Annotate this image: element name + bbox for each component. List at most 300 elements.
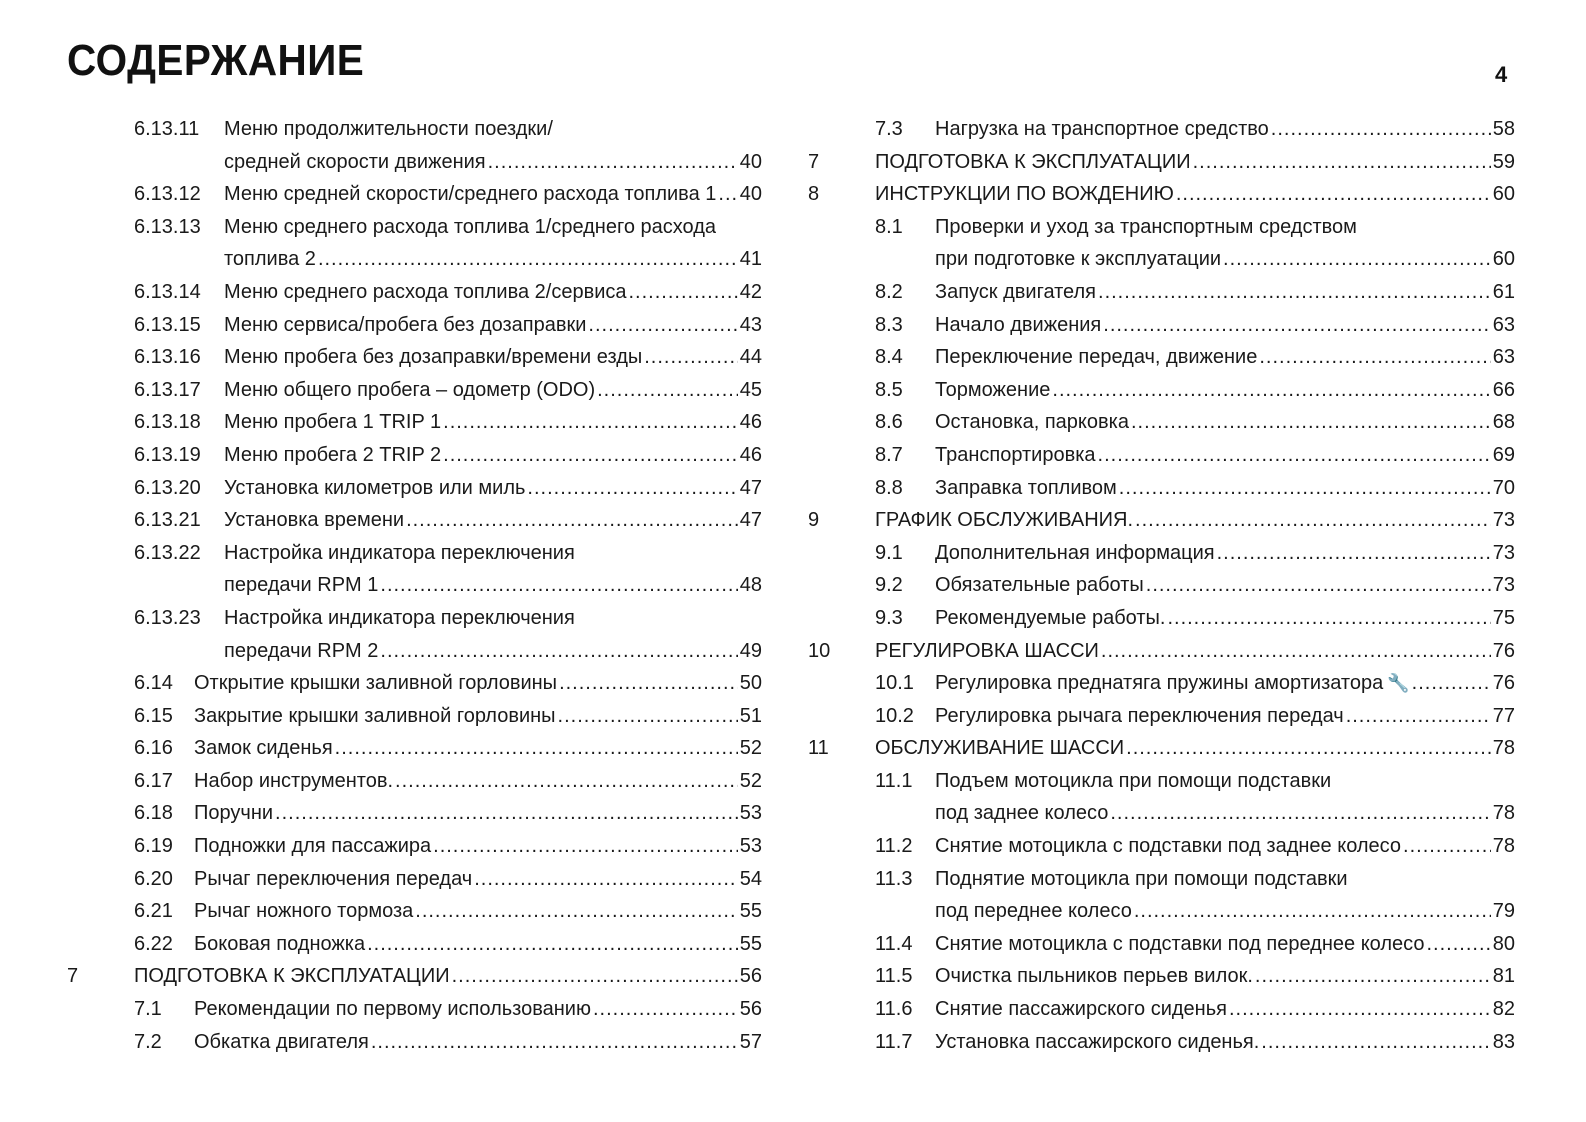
toc-entry-title: Меню пробега 2 TRIP 2 — [224, 443, 442, 466]
toc-entry[interactable] — [808, 406, 1515, 439]
toc-entry-page: 41 — [739, 248, 762, 271]
toc-entry[interactable] — [67, 1026, 762, 1059]
toc-entry-title: Переключение передач, движение — [935, 346, 1258, 369]
dot-leader — [1255, 960, 1491, 993]
toc-entry-number: 6.20 — [134, 867, 173, 890]
toc-entry[interactable] — [808, 309, 1515, 342]
toc-entry-page: 78 — [1492, 737, 1515, 760]
toc-entry-title: РЕГУЛИРОВКА ШАССИ — [875, 639, 1099, 662]
dot-leader — [1261, 1026, 1490, 1059]
toc-entry-title: ГРАФИК ОБСЛУЖИВАНИЯ. — [875, 509, 1134, 532]
toc-entry-title: Начало движения — [935, 313, 1102, 336]
dot-leader — [1126, 732, 1491, 765]
page-title: СОДЕРЖАНИЕ — [67, 36, 365, 85]
toc-entry-title: Подъем мотоцикла при помощи подставки — [935, 769, 1332, 792]
toc-entry[interactable] — [67, 472, 762, 505]
dot-leader — [380, 635, 737, 668]
toc-entry-line — [67, 504, 762, 537]
dot-leader — [1403, 830, 1491, 863]
toc-entry-number: 6.18 — [134, 802, 173, 825]
toc-entry-number: 6.22 — [134, 932, 173, 955]
toc-entry-title: Установка пассажирского сиденья. — [935, 1030, 1260, 1053]
toc-entry-title: Регулировка рычага переключения передач — [935, 704, 1344, 727]
toc-entry-line — [808, 211, 1515, 244]
dot-leader — [597, 374, 738, 407]
toc-entry-number: 8.5 — [875, 378, 903, 401]
toc-entry-title: Боковая подножка — [194, 932, 366, 955]
toc-entry-title: Меню пробега 1 TRIP 1 — [224, 411, 442, 434]
toc-entry-page: 75 — [1492, 606, 1515, 629]
dot-leader — [1259, 341, 1490, 374]
dot-leader — [1052, 374, 1490, 407]
toc-entry-number: 6.13.20 — [134, 476, 201, 499]
toc-entry-line — [67, 309, 762, 342]
toc-entry[interactable] — [808, 602, 1515, 635]
dot-leader — [367, 928, 738, 961]
toc-entry-number: 6.13.14 — [134, 280, 201, 303]
toc-entry-line — [808, 928, 1515, 961]
dot-leader — [474, 863, 738, 896]
toc-entry-page: 70 — [1492, 476, 1515, 499]
toc-entry-page: 56 — [739, 998, 762, 1021]
toc-entry-number: 7.2 — [134, 1030, 162, 1053]
toc-entry-page: 73 — [1492, 541, 1515, 564]
toc-entry-title: Открытие крышки заливной горловины — [194, 672, 558, 695]
toc-entry-title: Нагрузка на транспортное средство — [935, 118, 1269, 140]
toc-entry-title: Меню сервиса/пробега без дозаправки — [224, 313, 587, 336]
toc-entry-page: 49 — [739, 639, 762, 662]
dot-leader — [1098, 439, 1491, 472]
toc-right-column — [808, 113, 1515, 1058]
toc-entry-page: 76 — [1492, 672, 1515, 695]
toc-entry-line — [67, 472, 762, 505]
toc-entry-page: 60 — [1492, 183, 1515, 206]
dot-leader — [371, 1026, 738, 1059]
dot-leader — [1167, 602, 1490, 635]
toc-entry-title: Остановка, парковка — [935, 411, 1129, 434]
toc-entry-title: Установка километров или миль — [224, 476, 526, 499]
toc-entry[interactable] — [67, 765, 762, 798]
toc-entry-number: 9 — [808, 509, 820, 532]
toc-entry-number: 11.5 — [875, 965, 913, 988]
toc-entry-line — [808, 472, 1515, 505]
toc-entry-line — [808, 309, 1515, 342]
toc-entry-page: 52 — [739, 769, 762, 792]
dot-leader — [593, 993, 738, 1026]
toc-entry[interactable] — [808, 765, 1515, 830]
toc-entry-page: 82 — [1492, 998, 1515, 1021]
toc-entry-line — [808, 537, 1515, 570]
toc-entry-number: 11.2 — [875, 835, 913, 858]
toc-entry-line — [67, 211, 762, 244]
toc-entry[interactable] — [67, 700, 762, 733]
toc-entry-page: 73 — [1492, 509, 1515, 532]
toc-entry-line — [808, 635, 1515, 668]
toc-entry-title: Снятие мотоцикла с подставки под переднее колесо — [935, 932, 1425, 955]
toc-entry[interactable] — [67, 439, 762, 472]
toc-entry-page: 46 — [739, 411, 762, 434]
toc-entry-line — [808, 830, 1515, 863]
toc-entry-line — [67, 113, 762, 146]
dot-leader — [1134, 895, 1491, 928]
dot-leader — [318, 243, 738, 276]
toc-entry-line — [808, 993, 1515, 1026]
toc-entry-number: 6.13.19 — [134, 443, 201, 466]
toc-entry-title: топлива 2 — [224, 248, 316, 271]
toc-entry[interactable] — [808, 211, 1515, 276]
toc-entry-page: 46 — [739, 443, 762, 466]
toc-entry-page: 48 — [739, 574, 762, 597]
toc-entry[interactable] — [67, 341, 762, 374]
toc-entry-line — [808, 700, 1515, 733]
toc-entry-number: 10 — [808, 639, 831, 662]
toc-entry-number: 8.7 — [875, 443, 903, 466]
dot-leader — [1217, 537, 1491, 570]
toc-entry[interactable] — [67, 504, 762, 537]
dot-leader — [1131, 406, 1491, 439]
toc-entry-line — [808, 406, 1515, 439]
toc-entry-line — [67, 439, 762, 472]
toc-entry[interactable] — [67, 374, 762, 407]
dot-leader — [1146, 569, 1491, 602]
dot-leader — [1346, 700, 1491, 733]
toc-entry[interactable] — [67, 113, 762, 178]
toc-entry[interactable] — [67, 309, 762, 342]
toc-entry-number: 8.4 — [875, 346, 903, 369]
toc-entry-line — [67, 830, 762, 863]
toc-entry-title: передачи RPM 2 — [224, 639, 379, 662]
toc-entry[interactable] — [808, 667, 1515, 700]
toc-entry-page: 73 — [1492, 574, 1515, 597]
toc-entry[interactable] — [808, 537, 1515, 570]
toc-entry-number: 11.7 — [875, 1030, 913, 1053]
toc-entry-title: под переднее колесо — [935, 900, 1132, 923]
dot-leader — [335, 732, 738, 765]
toc-entry-line — [808, 439, 1515, 472]
toc-entry-line — [808, 863, 1515, 896]
dot-leader — [380, 569, 737, 602]
toc-entry-line — [67, 797, 762, 830]
toc-entry-line — [808, 341, 1515, 374]
toc-entry-number: 6.13.22 — [134, 541, 201, 564]
toc-entry-number: 6.13.11 — [134, 118, 200, 140]
toc-entry-title: Проверки и уход за транспортным средством — [935, 215, 1357, 238]
toc-entry-title: Настройка индикатора переключения — [224, 606, 575, 629]
toc-entry[interactable] — [67, 602, 762, 667]
toc-entry-title: Замок сиденья — [194, 737, 333, 760]
toc-entry-number: 6.21 — [134, 900, 173, 923]
toc-entry-line — [808, 374, 1515, 407]
toc-entry-line — [808, 1026, 1515, 1059]
toc-entry[interactable] — [67, 895, 762, 928]
toc-entry-number: 6.13.13 — [134, 215, 201, 238]
toc-entry-number: 6.13.17 — [134, 378, 201, 401]
toc-entry-title: передачи RPM 1 — [224, 574, 379, 597]
dot-leader — [406, 504, 738, 537]
dot-leader — [1193, 146, 1491, 179]
toc-entry-title: Дополнительная информация — [935, 541, 1215, 564]
toc-entry[interactable] — [67, 537, 762, 602]
toc-entry-line — [67, 700, 762, 733]
toc-entry-line — [67, 537, 762, 570]
toc-entry[interactable] — [808, 374, 1515, 407]
toc-entry-title: ПОДГОТОВКА К ЭКСПЛУАТАЦИИ — [134, 965, 450, 988]
toc-entry-line — [67, 765, 762, 798]
toc-entry-number: 6.15 — [134, 704, 173, 727]
toc-entry-page: 61 — [1492, 280, 1515, 303]
toc-entry-title: Подножки для пассажира — [194, 835, 432, 858]
dot-leader — [1135, 504, 1491, 537]
toc-entry-page: 81 — [1492, 965, 1515, 988]
toc-left-column — [67, 113, 762, 1058]
dot-leader — [1412, 667, 1491, 700]
toc-entry-page: 79 — [1492, 900, 1515, 923]
toc-entry-page: 83 — [1492, 1030, 1515, 1053]
toc-entry-number: 7 — [808, 150, 820, 173]
toc-entry-line — [67, 243, 762, 276]
toc-entry-line — [808, 276, 1515, 309]
toc-entry[interactable] — [67, 797, 762, 830]
toc-entry-line — [67, 569, 762, 602]
toc-entry-page: 40 — [739, 150, 762, 173]
dot-leader — [558, 700, 738, 733]
toc-entry-page: 63 — [1492, 346, 1515, 369]
toc-entry-title: Обкатка двигателя — [194, 1030, 369, 1053]
toc-entry[interactable] — [808, 700, 1515, 733]
toc-entry-page: 55 — [739, 932, 762, 955]
toc-entry-number: 10.1 — [875, 672, 914, 695]
toc-entry-line — [808, 667, 1515, 700]
toc-entry-number: 11.3 — [875, 867, 913, 890]
toc-entry-number: 7.3 — [875, 118, 903, 140]
toc-entry-number: 6.14 — [134, 672, 173, 695]
toc-entry-page: 45 — [739, 378, 762, 401]
toc-entry-line — [67, 732, 762, 765]
toc-entry-page: 51 — [739, 704, 762, 727]
toc-entry-title: Поднятие мотоцикла при помощи подставки — [935, 867, 1348, 890]
toc-entry-number: 11.6 — [875, 998, 913, 1021]
toc-entry-line — [67, 406, 762, 439]
toc-entry-number: 6.16 — [134, 737, 173, 760]
toc-entry[interactable] — [67, 732, 762, 765]
dot-leader — [629, 276, 738, 309]
toc-entry[interactable] — [808, 341, 1515, 374]
toc-entry-title: Меню пробега без дозаправки/времени езды — [224, 346, 643, 369]
toc-entry[interactable] — [808, 830, 1515, 863]
toc-entry[interactable] — [808, 635, 1515, 668]
toc-entry-page: 50 — [739, 672, 762, 695]
toc-entry-line — [808, 243, 1515, 276]
toc-entry-number: 8.2 — [875, 280, 903, 303]
toc-entry-title: Торможение — [935, 378, 1051, 401]
toc-entry[interactable] — [67, 276, 762, 309]
toc-entry-number: 6.13.23 — [134, 606, 201, 629]
dot-leader — [488, 146, 738, 179]
toc-entry[interactable] — [67, 993, 762, 1026]
toc-entry-title: Меню средней скорости/среднего расхода топлива 1 — [224, 183, 717, 206]
toc-entry-line — [67, 178, 762, 211]
dot-leader — [1229, 993, 1491, 1026]
dot-leader — [718, 178, 737, 211]
toc-entry-title: Обязательные работы — [935, 574, 1144, 597]
toc-entry-page: 56 — [739, 965, 762, 988]
dot-leader — [443, 439, 738, 472]
toc-entry-line — [67, 993, 762, 1026]
toc-entry-title: Снятие пассажирского сиденья — [935, 998, 1227, 1021]
toc-entry-number: 7.1 — [134, 998, 162, 1021]
dot-leader — [644, 341, 738, 374]
toc-entry-number: 8.8 — [875, 476, 903, 499]
toc-entry-title: Настройка индикатора переключения — [224, 541, 575, 564]
toc-entry[interactable] — [67, 928, 762, 961]
toc-entry-title: Закрытие крышки заливной горловины — [194, 704, 556, 727]
toc-entry-line — [67, 928, 762, 961]
toc-entry-page: 47 — [739, 476, 762, 499]
toc-entry-title: Меню среднего расхода топлива 1/среднего расхода — [224, 215, 717, 238]
toc-entry[interactable] — [808, 993, 1515, 1026]
toc-entry-title: Очистка пыльников перьев вилок. — [935, 965, 1253, 988]
dot-leader — [275, 797, 738, 830]
toc-entry[interactable] — [67, 178, 762, 211]
toc-entry[interactable] — [67, 406, 762, 439]
toc-entry-page: 44 — [739, 346, 762, 369]
toc-entry[interactable] — [808, 178, 1515, 211]
toc-entry-number: 8.6 — [875, 411, 903, 434]
toc-entry-page: 57 — [739, 1030, 762, 1053]
toc-entry-number: 8.3 — [875, 313, 903, 336]
toc-entry-number: 6.13.15 — [134, 313, 201, 336]
dot-leader — [443, 406, 738, 439]
toc-entry-number: 8.1 — [875, 215, 903, 238]
toc-entry-number: 11 — [808, 737, 829, 760]
toc-entry-number: 9.3 — [875, 606, 903, 629]
toc-entry-page: 52 — [739, 737, 762, 760]
toc-entry-title: ОБСЛУЖИВАНИЕ ШАССИ — [875, 737, 1125, 760]
toc-entry-title: Набор инструментов. — [194, 769, 394, 792]
toc-entry[interactable] — [67, 830, 762, 863]
toc-entry-line — [808, 146, 1515, 179]
toc-entry-page: 53 — [739, 835, 762, 858]
toc-entry-title: под заднее колесо — [935, 802, 1109, 825]
toc-entry-title: Заправка топливом — [935, 476, 1117, 499]
toc-entry-page: 63 — [1492, 313, 1515, 336]
toc-entry-page: 40 — [739, 183, 762, 206]
toc-entry[interactable] — [808, 960, 1515, 993]
toc-entry[interactable] — [808, 863, 1515, 928]
toc-entry[interactable] — [808, 113, 1515, 146]
toc-entry-page: 54 — [739, 867, 762, 890]
toc-entry-number: 6.13.12 — [134, 183, 201, 206]
toc-entry-title: Поручни — [194, 802, 274, 825]
toc-entry-title: ПОДГОТОВКА К ЭКСПЛУАТАЦИИ — [875, 150, 1191, 173]
toc-entry[interactable] — [67, 211, 762, 276]
toc-entry-title: Меню среднего расхода топлива 2/сервиса — [224, 280, 627, 303]
toc-entry-title: Установка времени — [224, 509, 405, 532]
toc-entry-page: 76 — [1492, 639, 1515, 662]
toc-entry[interactable] — [808, 472, 1515, 505]
toc-entry[interactable] — [808, 276, 1515, 309]
toc-entry-line — [808, 895, 1515, 928]
toc-entry-title: Рычаг ножного тормоза — [194, 900, 414, 923]
dot-leader — [1223, 243, 1491, 276]
wrench-icon: 🔧 — [1387, 673, 1410, 695]
toc-entry[interactable] — [67, 960, 762, 993]
toc-entry-number: 6.17 — [134, 769, 173, 792]
toc-entry-line — [67, 635, 762, 668]
dot-leader — [433, 830, 738, 863]
toc-entry-title: Рекомендации по первому использованию — [194, 998, 591, 1021]
toc-entry-line — [808, 178, 1515, 211]
toc-entry-line — [67, 602, 762, 635]
dot-leader — [1098, 276, 1491, 309]
toc-entry-line — [67, 1026, 762, 1059]
toc-entry-line — [67, 276, 762, 309]
dot-leader — [588, 309, 737, 342]
toc-entry-title: Рычаг переключения передач — [194, 867, 473, 890]
toc-entry-title: Запуск двигателя — [935, 280, 1097, 303]
toc-entry[interactable] — [67, 863, 762, 896]
toc-entry-title: Меню продолжительности поездки/ — [224, 118, 553, 140]
toc-entry-number: 7 — [67, 965, 79, 988]
dot-leader — [415, 895, 737, 928]
toc-entry-number: 6.13.16 — [134, 346, 201, 369]
toc-entry[interactable] — [808, 146, 1515, 179]
toc-entry-number: 9.1 — [875, 541, 903, 564]
toc-entry-title: Транспортировка — [935, 443, 1096, 466]
toc-entry-line — [67, 341, 762, 374]
toc-entry[interactable] — [808, 504, 1515, 537]
toc-entry[interactable] — [808, 439, 1515, 472]
toc-entry-line — [67, 374, 762, 407]
dot-leader — [1103, 309, 1490, 342]
toc-entry-number: 11.1 — [875, 769, 913, 792]
toc-entry-title: ИНСТРУКЦИИ ПО ВОЖДЕНИЮ — [875, 183, 1174, 206]
toc-entry-number: 11.4 — [875, 932, 913, 955]
dot-leader — [395, 765, 738, 798]
toc-entry-title: Меню общего пробега – одометр (ODO) — [224, 378, 596, 401]
toc-entry-page: 53 — [739, 802, 762, 825]
toc-entry[interactable] — [67, 667, 762, 700]
toc-entry[interactable] — [808, 1026, 1515, 1059]
toc-entry-number: 9.2 — [875, 574, 903, 597]
toc-entry-number: 6.19 — [134, 835, 173, 858]
page-number: 4 — [1495, 62, 1508, 87]
toc-entry[interactable] — [808, 928, 1515, 961]
dot-leader — [559, 667, 738, 700]
toc-entry-page: 66 — [1492, 378, 1515, 401]
toc-entry-page: 69 — [1492, 443, 1515, 466]
toc-entry-page: 78 — [1492, 835, 1515, 858]
toc-entry-page: 55 — [739, 900, 762, 923]
toc-entry-page: 47 — [739, 509, 762, 532]
toc-entry-line — [808, 504, 1515, 537]
toc-entry-page: 78 — [1492, 802, 1515, 825]
dot-leader — [1110, 797, 1490, 830]
toc-entry[interactable] — [808, 569, 1515, 602]
dot-leader — [1176, 178, 1491, 211]
dot-leader — [527, 472, 737, 505]
toc-entry-number: 6.13.21 — [134, 509, 201, 532]
toc-entry-line — [808, 602, 1515, 635]
toc-entry-number: 6.13.18 — [134, 411, 201, 434]
toc-entry-line — [808, 732, 1515, 765]
toc-entry-page: 59 — [1492, 150, 1515, 173]
dot-leader — [1427, 928, 1491, 961]
toc-entry-page: 60 — [1492, 248, 1515, 271]
toc-entry-title: при подготовке к эксплуатации — [935, 248, 1222, 271]
toc-entry-line — [808, 797, 1515, 830]
toc-entry[interactable] — [808, 732, 1515, 765]
